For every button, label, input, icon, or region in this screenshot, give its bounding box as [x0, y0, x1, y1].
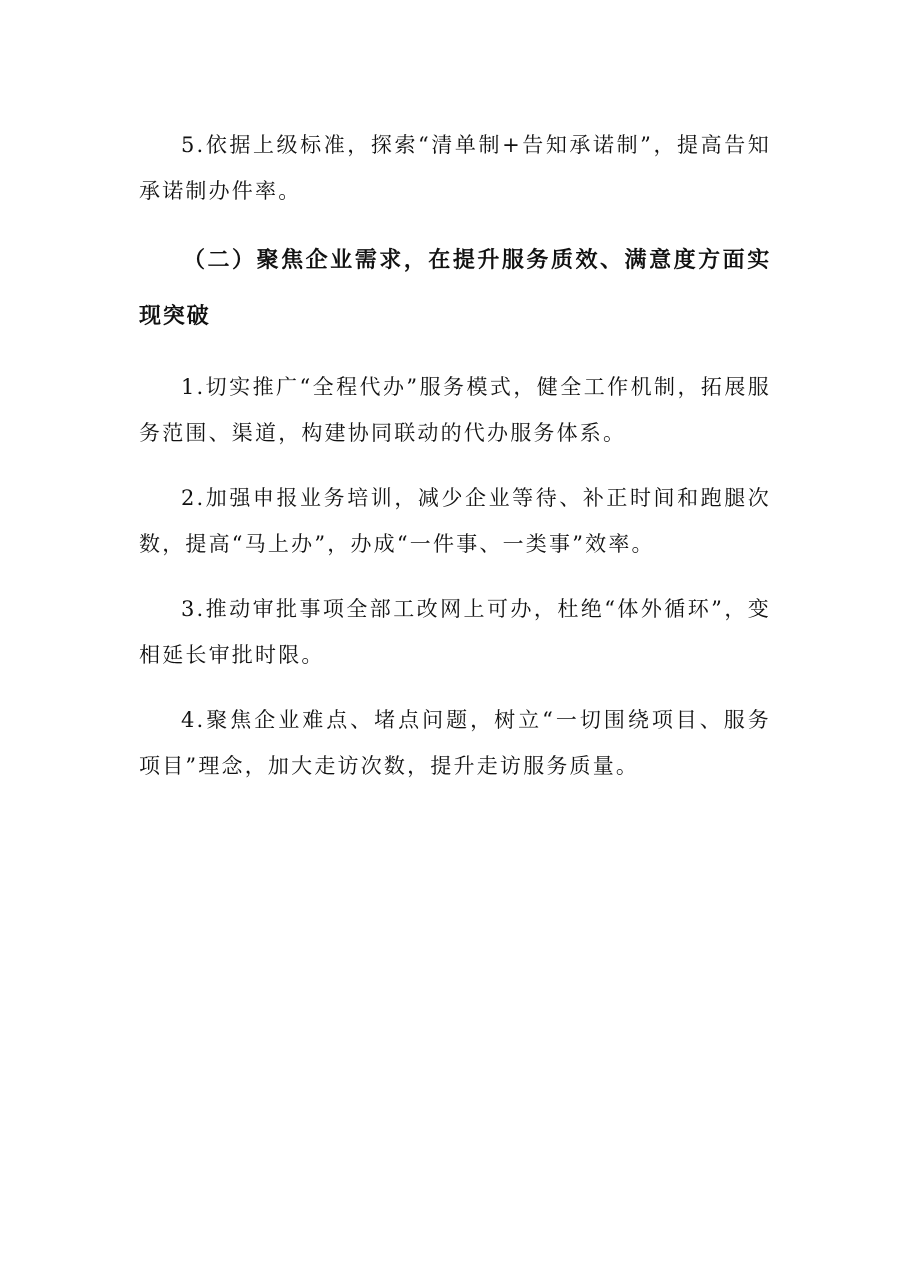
paragraph-item-3: 3.推动审批事项全部工改网上可办，杜绝“体外循环”，变相延长审批时限。: [139, 597, 771, 667]
section-heading: （二）聚焦企业需求，在提升服务质效、满意度方面实现突破: [139, 248, 771, 329]
paragraph-item-4: 4.聚焦企业难点、堵点问题，树立“一切围绕项目、服务项目”理念，加大走访次数，提升走访服务质量。: [139, 708, 771, 778]
paragraph-item-1: 1.切实推广“全程代办”服务模式，健全工作机制，拓展服务范围、渠道，构建协同联动的代办服务体系。: [139, 375, 771, 445]
document-body: [139, 122, 771, 808]
paragraph-item-5: 5.依据上级标准，探索“清单制+告知承诺制”，提高告知承诺制办件率。: [139, 133, 771, 203]
paragraph-item-2: 2.加强申报业务培训，减少企业等待、补正时间和跑腿次数，提高“马上办”，办成“一件事、一类事”效率。: [139, 486, 771, 556]
